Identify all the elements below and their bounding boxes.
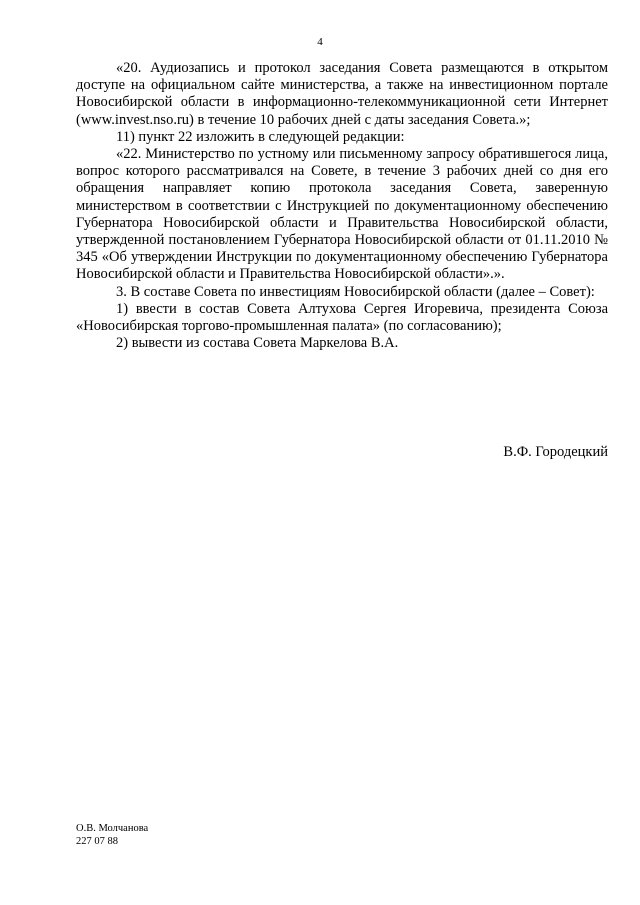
executor-phone: 227 07 88 <box>76 836 118 847</box>
paragraph-subitem-2: 2) вывести из состава Совета Маркелова В.А. <box>116 335 399 352</box>
paragraph-item-22: «22. Министерство по устному или письменному запросу обратившегося лица, вопрос которого рассматривался на Совете, в течение 3 рабочих дней со дня его обращения направляет копию протокола заседания Совета, заверенную министерством в соответствии с Инструкцией по документационному обеспечению Губернатора Новосибирской области и Правительства Новосибирской области, утвержденной постановлением Губернатора Новосибирской области от 01.11.2010 № 345 «Об утверждении Инструкции по документационному обеспечению Губернатора Новосибирской области и Правительства Новосибирской области».». <box>76 146 608 283</box>
document-body <box>76 60 608 352</box>
executor-name: О.В. Молчанова <box>76 823 149 834</box>
signature-name: В.Ф. Городецкий <box>503 444 608 460</box>
executor-block <box>76 822 148 848</box>
paragraph-subitem-11: 11) пункт 22 изложить в следующей редакции: <box>116 128 405 145</box>
paragraph-subitem-1: 1) ввести в состав Совета Алтухова Сергея Игоревича, президента Союза «Новосибирская торгово-промышленная палата» (по согласованию); <box>76 300 608 335</box>
page-number: 4 <box>317 36 323 48</box>
paragraph-item-20: «20. Аудиозапись и протокол заседания Совета размещаются в открытом доступе на официальном сайте министерства, а также на инвестиционном портале Новосибирской области в информационно-телекоммуникационной сети Интернет (www.invest.nso.ru) в течение 10 рабочих дней с даты заседания Совета.»; <box>76 60 608 128</box>
paragraph-section-3: 3. В составе Совета по инвестициям Новосибирской области (далее – Совет): <box>116 283 595 300</box>
